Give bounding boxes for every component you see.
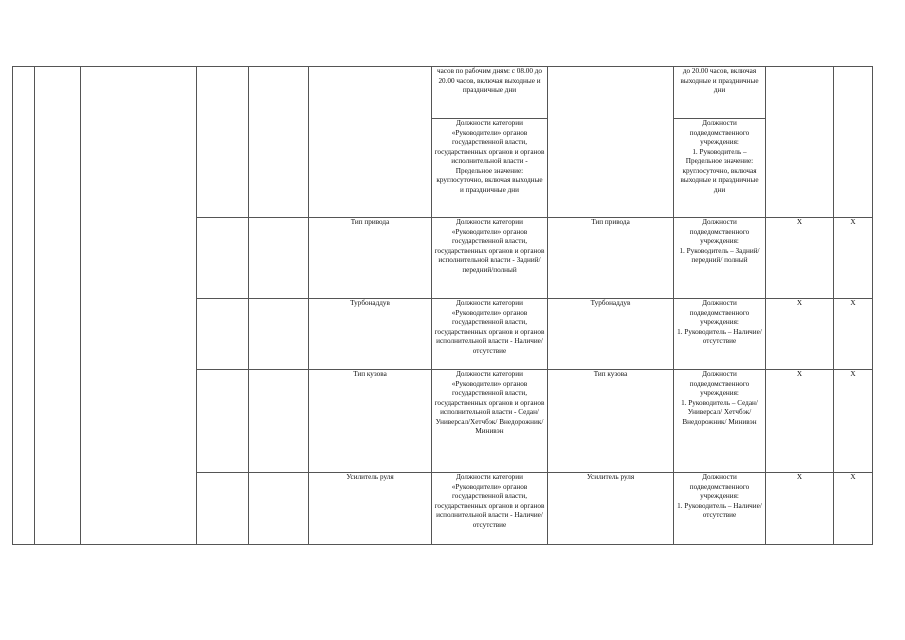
table-cell: [249, 299, 309, 370]
requirements-table: [12, 66, 873, 545]
mark-cell: Х: [766, 370, 834, 473]
table-cell: [548, 67, 674, 218]
characteristic-name: Тип привода: [548, 218, 674, 299]
table-cell: [197, 67, 249, 218]
characteristic-name: Тип привода: [309, 218, 432, 299]
table-cell: [766, 67, 834, 218]
gov-value-cell: Должности категории «Руководители» органов государственной власти, государственных органов и органов исполнительной власти - Задний/передний/полный: [432, 218, 548, 299]
table-cell: [13, 67, 35, 545]
characteristic-name: Усилитель руля: [309, 473, 432, 545]
table-cell: [249, 370, 309, 473]
characteristic-name: Тип кузова: [309, 370, 432, 473]
table-row: [13, 67, 873, 119]
mark-cell: Х: [834, 473, 873, 545]
inst-value-cell: Должности подведомственного учреждения: 1. Руководитель – Седан/Универсал/ Хетчбэк/Внедорожник/ Минивэн: [674, 370, 766, 473]
table-cell: [197, 218, 249, 299]
mark-cell: Х: [834, 218, 873, 299]
table-cell: [249, 473, 309, 545]
inst-limit-cell: Должности подведомственного учреждения: 1. Руководитель – Предельное значение: круглосуточно, включая выходные и праздничные дни: [674, 119, 766, 218]
inst-value-cell: Должности подведомственного учреждения: 1. Руководитель – Наличие/отсутствие: [674, 299, 766, 370]
mark-cell: Х: [766, 473, 834, 545]
table-cell: [35, 67, 81, 545]
gov-limit-cell: часов по рабочим дням: с 08.00 до 20.00 часов, включая выходные и праздничные дни: [432, 67, 548, 119]
table-cell: [249, 218, 309, 299]
gov-limit-cell: Должности категории «Руководители» органов государственной власти, государственных органов и органов исполнительной власти - Предельное значение: круглосуточно, включая выходные и праздничные дни: [432, 119, 548, 218]
inst-value-cell: Должности подведомственного учреждения: 1. Руководитель – Задний/передний/ полный: [674, 218, 766, 299]
characteristic-name: Турбонаддув: [548, 299, 674, 370]
mark-cell: Х: [766, 218, 834, 299]
table-cell: [197, 299, 249, 370]
table-cell: [309, 67, 432, 218]
table-cell: [81, 67, 197, 545]
characteristic-name: Усилитель руля: [548, 473, 674, 545]
table-cell: [834, 67, 873, 218]
characteristic-name: Тип кузова: [548, 370, 674, 473]
table-cell: [197, 370, 249, 473]
gov-value-cell: Должности категории «Руководители» органов государственной власти, государственных органов и органов исполнительной власти - Наличие/отсутствие: [432, 299, 548, 370]
gov-value-cell: Должности категории «Руководители» органов государственной власти, государственных органов и органов исполнительной власти - Наличие/отсутствие: [432, 473, 548, 545]
mark-cell: Х: [834, 370, 873, 473]
table-cell: [249, 67, 309, 218]
mark-cell: Х: [834, 299, 873, 370]
mark-cell: Х: [766, 299, 834, 370]
characteristic-name: Турбонаддув: [309, 299, 432, 370]
gov-value-cell: Должности категории «Руководители» органов государственной власти, государственных органов и органов исполнительной власти - Седан/Универсал/Хетчбэк/ Внедорожник/Минивэн: [432, 370, 548, 473]
inst-limit-cell: до 20.00 часов, включая выходные и праздничные дни: [674, 67, 766, 119]
table-cell: [197, 473, 249, 545]
inst-value-cell: Должности подведомственного учреждения: 1. Руководитель – Наличие/отсутствие: [674, 473, 766, 545]
